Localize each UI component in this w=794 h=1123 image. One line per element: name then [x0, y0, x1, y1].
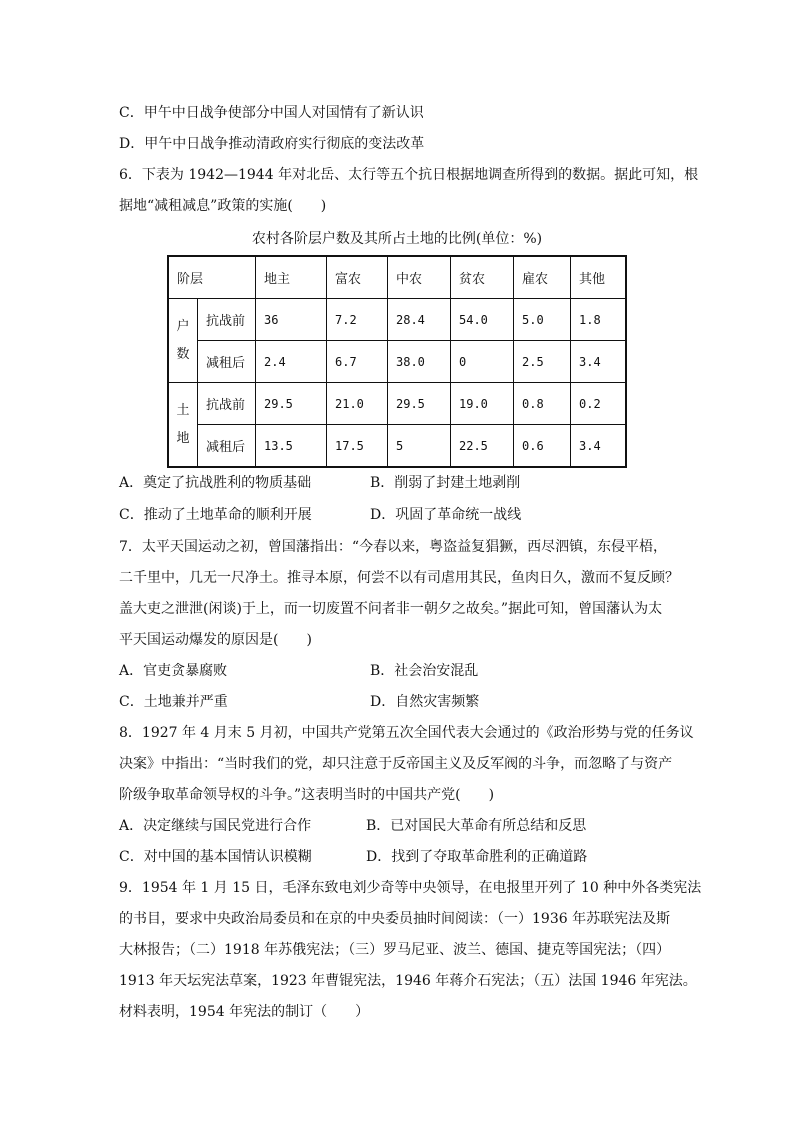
table-cell: 13.5 — [256, 425, 327, 468]
q6-option-b[interactable]: B．削弱了封建土地剥削 — [370, 475, 521, 491]
table-cell: 6.7 — [327, 341, 388, 383]
table-cell: 5.0 — [514, 299, 571, 341]
q9-stem-line3: 大林报告；（二）1918 年苏俄宪法；（三）罗马尼亚、波兰、德国、捷克等国宪法；（四） — [119, 942, 671, 958]
table-cell: 0.6 — [514, 425, 571, 468]
table-col-header: 富农 — [327, 256, 388, 299]
q6-stem-line2: 据地“减租减息”政策的实施( ) — [119, 198, 327, 214]
q8-option-d[interactable]: D．找到了夺取革命胜利的正确道路 — [366, 849, 588, 865]
q8-option-a[interactable]: A．决定继续与国民党进行合作 — [119, 818, 312, 834]
table-cell: 29.5 — [256, 383, 327, 425]
table-row-label: 减租后 — [198, 341, 256, 383]
table-cell: 17.5 — [327, 425, 388, 468]
table-row-label: 抗战前 — [198, 383, 256, 425]
q6-option-a[interactable]: A．奠定了抗战胜利的物质基础 — [119, 475, 312, 491]
q7-stem-line4: 平天国运动爆发的原因是( ) — [119, 632, 312, 648]
table-row-label: 减租后 — [198, 425, 256, 468]
q6-data-table — [167, 255, 627, 468]
q8-stem-line1: 8．1927 年 4 月末 5 月初，中国共产党第五次全国代表大会通过的《政治形势与党的任务议 — [119, 725, 694, 741]
table-col-header: 中农 — [388, 256, 451, 299]
table-row — [168, 299, 626, 341]
table-cell: 2.4 — [256, 341, 327, 383]
table-cell: 21.0 — [327, 383, 388, 425]
table-cell: 19.0 — [451, 383, 514, 425]
q9-stem-line5: 材料表明，1954 年宪法的制订（ ） — [119, 1004, 370, 1020]
q9-stem-line2: 的书目，要求中央政治局委员和在京的中央委员抽时间阅读：（一）1936 年苏联宪法及斯 — [119, 911, 671, 927]
q6-option-c[interactable]: C．推动了土地革命的顺利开展 — [119, 507, 312, 523]
q7-stem-line2: 二千里中，几无一尺净土。推寻本原，何尝不以有司虐用其民，鱼肉日久，激而不复反顾？ — [119, 570, 679, 586]
table-col-header: 雇农 — [514, 256, 571, 299]
table-group-label-land: 土 地 — [168, 383, 198, 468]
table-cell: 2.5 — [514, 341, 571, 383]
table-cell: 54.0 — [451, 299, 514, 341]
q8-option-c[interactable]: C．对中国的基本国情认识模糊 — [119, 849, 312, 865]
q7-stem-line3: 盖大吏之泄泄(闲谈)于上，而一切废置不问者非一朝夕之故矣。”据此可知，曾国藩认为太 — [119, 601, 663, 617]
table-cell: 0.8 — [514, 383, 571, 425]
q7-stem-line1: 7．太平天国运动之初，曾国藩指出：“今春以来，粤盗益复猖獗，西尽泗镇，东侵平梧， — [119, 539, 668, 555]
q8-stem-line2: 决案》中指出：“当时我们的党，却只注意于反帝国主义及反军阀的斗争，而忽略了与资产 — [119, 756, 673, 772]
q7-option-c[interactable]: C．土地兼并严重 — [119, 694, 228, 710]
q8-option-b[interactable]: B．已对国民大革命有所总结和反思 — [366, 818, 587, 834]
table-col-header: 其他 — [571, 256, 627, 299]
q9-stem-line4: 1913 年天坛宪法草案，1923 年曹锟宪法，1946 年蒋介石宪法；（五）法国 1946 年宪法。 — [119, 973, 697, 989]
q6-stem-line1: 6．下表为 1942—1944 年对北岳、太行等五个抗日根据地调查所得到的数据。据此可知，根 — [119, 167, 699, 183]
table-header-label: 阶层 — [168, 256, 256, 299]
table-cell: 28.4 — [388, 299, 451, 341]
table-cell: 0.2 — [571, 383, 627, 425]
table-header-row — [168, 256, 626, 299]
table-col-header: 贫农 — [451, 256, 514, 299]
q6-option-d[interactable]: D．巩固了革命统一战线 — [370, 507, 522, 523]
table-cell: 29.5 — [388, 383, 451, 425]
q8-stem-line3: 阶级争取革命领导权的斗争。”这表明当时的中国共产党( ) — [119, 787, 495, 803]
table-cell: 3.4 — [571, 425, 627, 468]
table-cell: 22.5 — [451, 425, 514, 468]
table-row-label: 抗战前 — [198, 299, 256, 341]
table-row — [168, 341, 626, 383]
table-row — [168, 383, 626, 425]
q7-option-a[interactable]: A．官吏贪暴腐败 — [119, 663, 228, 679]
table-group-label-households: 户 数 — [168, 299, 198, 383]
q9-stem-line1: 9．1954 年 1 月 15 日，毛泽东致电刘少奇等中央领导，在电报里开列了 10 种中外各类宪法 — [119, 880, 702, 896]
prev-option-c: C．甲午中日战争使部分中国人对国情有了新认识 — [119, 105, 424, 121]
table-row — [168, 425, 626, 468]
table-cell: 3.4 — [571, 341, 627, 383]
q7-option-b[interactable]: B．社会治安混乱 — [370, 663, 479, 679]
table-cell: 1.8 — [571, 299, 627, 341]
prev-option-d: D．甲午中日战争推动清政府实行彻底的变法改革 — [119, 136, 425, 152]
table-cell: 0 — [451, 341, 514, 383]
table-cell: 5 — [388, 425, 451, 468]
q7-option-d[interactable]: D．自然灾害频繁 — [370, 694, 480, 710]
table-cell: 36 — [256, 299, 327, 341]
q6-table-caption: 农村各阶层户数及其所占土地的比例(单位：%) — [251, 231, 543, 247]
table-col-header: 地主 — [256, 256, 327, 299]
table-cell: 38.0 — [388, 341, 451, 383]
table-cell: 7.2 — [327, 299, 388, 341]
